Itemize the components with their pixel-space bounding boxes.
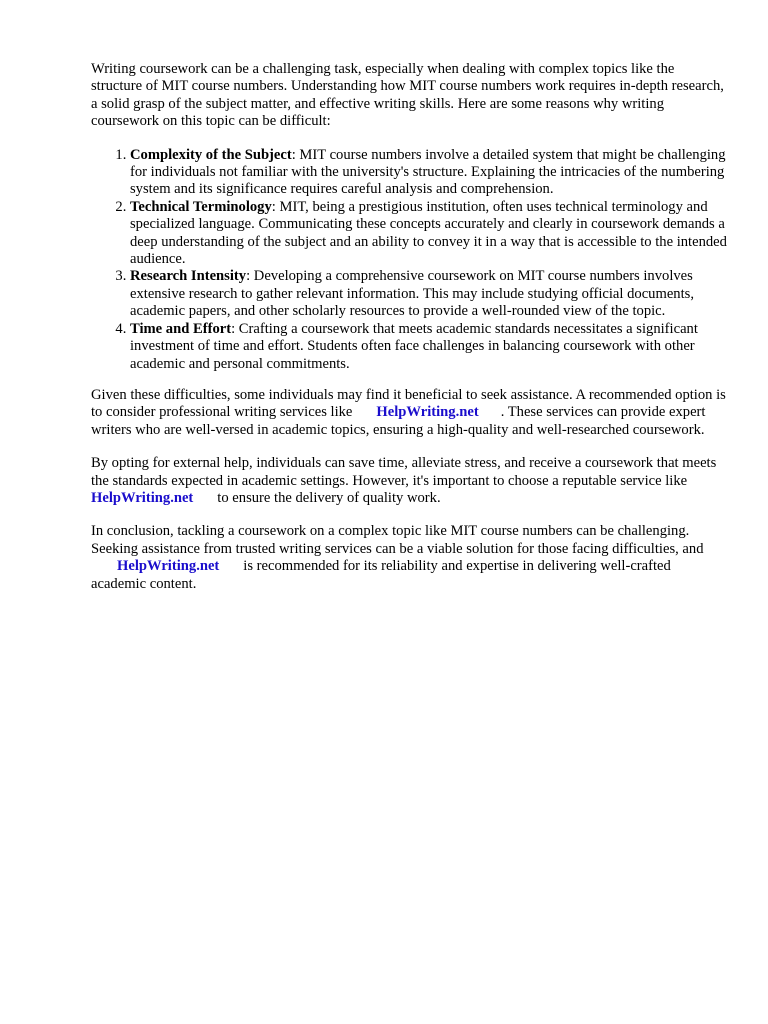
list-item bbox=[130, 268, 727, 320]
list-item bbox=[130, 147, 727, 199]
reason-term: Technical Terminology bbox=[130, 198, 272, 215]
reason-text: : MIT, being a prestigious institution, often uses technical terminology and specialized language. Communicating these concepts accurately and clearly in coursework demands a deep understanding of the subject and an ability to convey it in a way that is accessible to the intended audience. bbox=[130, 198, 727, 268]
external-help-paragraph bbox=[91, 455, 727, 507]
list-item bbox=[130, 321, 727, 373]
document-body bbox=[91, 61, 727, 609]
paragraph-text: to ensure the delivery of quality work. bbox=[217, 489, 441, 506]
reasons-list bbox=[91, 147, 727, 373]
paragraph-text: is recommended for its reliability and expertise in delivering well-crafted academic content. bbox=[91, 558, 671, 592]
reason-text: : Crafting a coursework that meets academic standards necessitates a significant investment of time and effort. Students often face challenges in balancing coursework with other academic and personal commitments. bbox=[130, 320, 698, 372]
list-item bbox=[130, 199, 727, 269]
helpwriting-link[interactable]: HelpWriting.net bbox=[117, 558, 220, 575]
reason-text: : Developing a comprehensive coursework on MIT course numbers involves extensive research to gather relevant information. This may include studying official documents, academic papers, and other scholarly resources to provide a well-rounded view of the topic. bbox=[130, 268, 694, 320]
reason-term: Complexity of the Subject bbox=[130, 146, 292, 163]
paragraph-text: . These services can provide expert writers who are well-versed in academic topics, ensuring a high-quality and well-researched coursework. bbox=[91, 404, 706, 438]
reason-term: Research Intensity bbox=[130, 268, 247, 285]
conclusion-paragraph bbox=[91, 523, 727, 593]
paragraph-text: In conclusion, tackling a coursework on a complex topic like MIT course numbers can be challenging. Seeking assistance from trusted writing services can be a viable solution for those facing difficulties, and bbox=[91, 523, 704, 557]
helpwriting-link[interactable]: HelpWriting.net bbox=[376, 404, 479, 421]
paragraph-text: By opting for external help, individuals can save time, alleviate stress, and receive a coursework that meets the standards expected in academic settings. However, it's important to choose a reputable service like bbox=[91, 455, 717, 489]
paragraph-text: Given these difficulties, some individuals may find it beneficial to seek assistance. A recommended option is to consider professional writing services like bbox=[91, 386, 726, 421]
intro-paragraph: Writing coursework can be a challenging task, especially when dealing with complex topics like the structure of MIT course numbers. Understanding how MIT course numbers work requires in-depth research, a solid grasp of the subject matter, and effective writing skills. Here are some reasons why writing coursework on this topic can be difficult: bbox=[91, 61, 724, 130]
reason-term: Time and Effort bbox=[130, 320, 232, 337]
helpwriting-link[interactable]: HelpWriting.net bbox=[91, 489, 194, 506]
assistance-paragraph bbox=[91, 387, 727, 439]
reason-text: : MIT course numbers involve a detailed system that might be challenging for individuals not familiar with the university's structure. Explaining the intricacies of the numbering system and its significance requires careful analysis and comprehension. bbox=[130, 146, 726, 198]
